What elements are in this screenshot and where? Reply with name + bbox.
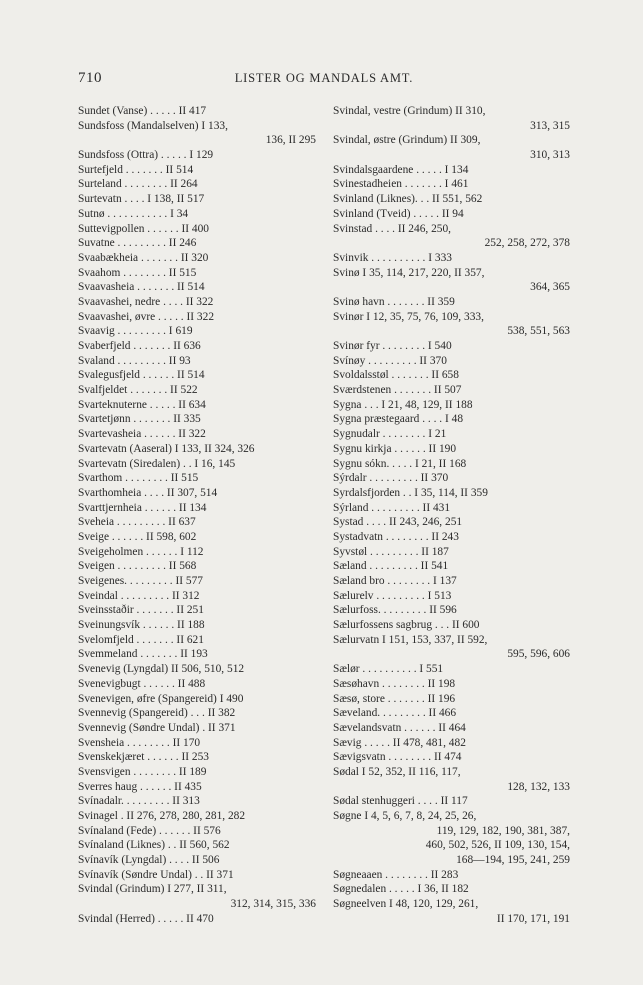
index-entry [78, 412, 316, 427]
index-entry [333, 662, 570, 677]
index-entry [78, 339, 316, 354]
entry-text: Svindalsgaardene . . . . . I 134 [333, 163, 469, 176]
entry-text: Svaberfjeld . . . . . . . II 636 [78, 340, 201, 352]
index-entry [78, 266, 316, 281]
index-entry [78, 324, 316, 339]
index-entry [78, 530, 316, 545]
entry-text: Svinvik . . . . . . . . . . I 333 [333, 251, 452, 264]
entry-text: Søgnedalen . . . . . I 36, II 182 [333, 883, 469, 896]
entry-text: Svinagel . II 276, 278, 280, 281, 282 [78, 810, 246, 822]
index-entry [333, 207, 570, 222]
entry-text: Svínøy . . . . . . . . . II 370 [333, 354, 447, 367]
entry-continuation: II 170, 171, 191 [496, 912, 570, 925]
index-entry [333, 192, 570, 207]
index-column-left [78, 104, 316, 927]
index-entry [333, 310, 570, 339]
entry-text: Svarteknuterne . . . . . II 634 [78, 398, 206, 411]
index-entry [78, 868, 316, 883]
index-entry [333, 163, 570, 178]
running-title: LISTER OG MANDALS AMT. [234, 71, 414, 85]
entry-text: Svinstad . . . . II 246, 250, [333, 222, 452, 235]
entry-text: Sælurfoss. . . . . . . . . II 596 [333, 604, 457, 617]
entry-text: Svoldalsstøl . . . . . . . II 658 [333, 369, 459, 382]
entry-continuation: 168—194, 195, 241, 259 [456, 854, 570, 867]
index-entry [78, 824, 316, 839]
index-entry [333, 809, 570, 868]
index-entry [333, 736, 570, 751]
index-entry [78, 882, 316, 911]
index-entry [78, 368, 316, 383]
index-entry [78, 163, 316, 178]
entry-text: Sveindal . . . . . . . . . II 312 [78, 589, 200, 602]
entry-text: Sundet (Vanse) . . . . . II 417 [78, 105, 207, 117]
entry-continuation: 312, 314, 315, 336 [230, 898, 316, 911]
index-entry [78, 119, 316, 148]
entry-text: Svemmeland . . . . . . . II 193 [78, 648, 208, 661]
entry-text: Svaland . . . . . . . . . II 93 [78, 354, 191, 367]
index-entry [78, 515, 316, 530]
entry-text: Sælurvatn I 151, 153, 337, II 592, [333, 633, 488, 646]
index-entry [333, 559, 570, 574]
entry-continuation: 136, II 295 [265, 134, 316, 147]
entry-text: Sæland bro . . . . . . . . I 137 [333, 575, 457, 587]
index-entry [333, 868, 570, 883]
index-entry [78, 838, 316, 853]
entry-text: Systad . . . . II 243, 246, 251 [333, 516, 463, 529]
entry-text: Svindal, østre (Grindum) II 309, [333, 134, 481, 147]
entry-text: Søgneaaen . . . . . . . . II 283 [333, 868, 459, 881]
entry-text: Svinø havn . . . . . . . II 359 [333, 295, 455, 308]
entry-text: Sælør . . . . . . . . . . I 551 [333, 663, 444, 676]
entry-text: Sundsfoss (Mandalselven) I 133, [78, 119, 228, 132]
index-entry [333, 692, 570, 707]
index-entry [333, 266, 570, 295]
entry-text: Sygnudalr . . . . . . . . I 21 [333, 428, 447, 441]
entry-text: Svínavík (Søndre Undal) . . II 371 [78, 868, 234, 881]
index-entry [333, 442, 570, 457]
index-entry [78, 545, 316, 560]
index-entry [78, 677, 316, 692]
index-entry [333, 486, 570, 501]
entry-text: Sygna . . . I 21, 48, 129, II 188 [333, 398, 473, 411]
index-entry [78, 280, 316, 295]
index-entry [333, 222, 570, 251]
entry-continuation: 364, 365 [530, 281, 570, 294]
index-entry [78, 427, 316, 442]
entry-text: Sævelandsvatn . . . . . . II 464 [333, 721, 466, 734]
index-entry [78, 177, 316, 192]
entry-text: Sveigeholmen . . . . . . I 112 [78, 545, 204, 558]
entry-text: Svenevig (Lyngdal) II 506, 510, 512 [78, 663, 245, 676]
entry-text: Svennevig (Spangereid) . . . II 382 [78, 707, 236, 720]
entry-text: Suvatne . . . . . . . . . II 246 [78, 237, 197, 250]
entry-text: Sverres haug . . . . . . II 435 [78, 780, 202, 793]
entry-text: Svensvigen . . . . . . . . II 189 [78, 765, 207, 778]
index-entry [78, 765, 316, 780]
index-entry [333, 471, 570, 486]
entry-text: Svartevasheia . . . . . . II 322 [78, 428, 206, 441]
entry-text: Svennevig (Søndre Undal) . II 371 [78, 721, 236, 734]
entry-text: Sælurelv . . . . . . . . . I 513 [333, 589, 452, 602]
entry-text: Surteland . . . . . . . . II 264 [78, 178, 198, 191]
entry-text: Svínaland (Liknes) . . II 560, 562 [78, 839, 230, 852]
entry-text: Sødal I 52, 352, II 116, 117, [333, 765, 461, 778]
index-entry [78, 471, 316, 486]
entry-text: Sveheia . . . . . . . . . II 637 [78, 516, 196, 529]
entry-text: Sygnu sókn. . . . . I 21, II 168 [333, 457, 467, 470]
index-entry [78, 662, 316, 677]
entry-text: Sævig . . . . . II 478, 481, 482 [333, 736, 466, 749]
entry-text: Svaavashei, øvre . . . . . II 322 [78, 310, 215, 323]
index-entry [78, 603, 316, 618]
index-entry [333, 706, 570, 721]
entry-text: Svartevatn (Aaseral) I 133, II 324, 326 [78, 442, 255, 455]
entry-text: Sværdstenen . . . . . . . II 507 [333, 384, 462, 397]
entry-text: Sæsøhavn . . . . . . . . II 198 [333, 677, 456, 690]
entry-text: Sælurfossens sagbrug . . . II 600 [333, 619, 480, 632]
index-entry [333, 530, 570, 545]
index-entry [333, 104, 570, 133]
entry-continuation: 595, 596, 606 [507, 648, 570, 661]
entry-text: Sveige . . . . . . II 598, 602 [78, 530, 197, 543]
index-entry [333, 882, 570, 897]
entry-text: Svartetjønn . . . . . . . II 335 [78, 413, 201, 426]
entry-text: Svarthomheia . . . . II 307, 514 [78, 486, 218, 499]
index-entry [333, 677, 570, 692]
index-entry [78, 692, 316, 707]
index-entry [78, 780, 316, 795]
entry-text: Svaabækheia . . . . . . . II 320 [78, 251, 209, 264]
entry-text: Svenskekjæret . . . . . . II 253 [78, 751, 209, 764]
entry-continuation: 460, 502, 526, II 109, 130, 154, [425, 839, 570, 852]
entry-text: Sygna præstegaard . . . . I 48 [333, 413, 464, 426]
index-entry [78, 721, 316, 736]
entry-text: Svindal (Grindum) I 277, II 311, [78, 883, 227, 896]
index-entry [333, 603, 570, 618]
index-entry [78, 207, 316, 222]
page-number: 710 [78, 70, 102, 86]
entry-text: Svaavig . . . . . . . . . I 619 [78, 325, 193, 338]
entry-text: Svarttjernheia . . . . . . II 134 [78, 501, 207, 514]
index-entry [333, 427, 570, 442]
index-entry [78, 853, 316, 868]
index-column-right [333, 104, 570, 927]
index-entry [333, 897, 570, 926]
entry-text: Svinør fyr . . . . . . . . I 540 [333, 340, 452, 352]
index-entry [78, 912, 316, 927]
index-entry [333, 295, 570, 310]
entry-text: Svaavashei, nedre . . . . II 322 [78, 295, 214, 308]
index-entry [333, 251, 570, 266]
entry-text: Sygnu kirkja . . . . . . II 190 [333, 442, 457, 455]
index-entry [333, 177, 570, 192]
index-entry [333, 750, 570, 765]
entry-text: Svelomfjeld . . . . . . . II 621 [78, 633, 204, 646]
entry-continuation: 313, 315 [530, 119, 570, 132]
entry-continuation: 310, 313 [530, 149, 570, 162]
index-entry [78, 486, 316, 501]
entry-text: Svalegusfjeld . . . . . . II 514 [78, 369, 205, 382]
entry-text: Surtevatn . . . . I 138, II 517 [78, 193, 205, 206]
index-entry [333, 398, 570, 413]
index-entry [78, 354, 316, 369]
entry-text: Sveigenes. . . . . . . . . II 577 [78, 575, 203, 587]
index-entry [78, 706, 316, 721]
entry-text: Suttevigpollen . . . . . . II 400 [78, 222, 209, 235]
index-entry [333, 412, 570, 427]
index-entry [78, 236, 316, 251]
index-entry [78, 589, 316, 604]
index-entry [333, 368, 570, 383]
index-entry [78, 559, 316, 574]
index-entry [333, 383, 570, 398]
entry-text: Svarthom . . . . . . . . II 515 [78, 472, 199, 485]
index-entry [333, 618, 570, 633]
entry-text: Svínaland (Fede) . . . . . . II 576 [78, 824, 221, 837]
entry-text: Sæland . . . . . . . . . II 541 [333, 560, 449, 573]
index-entry [333, 545, 570, 560]
index-entry [333, 794, 570, 809]
entry-text: Sundsfoss (Ottra) . . . . . I 129 [78, 149, 214, 162]
index-entry [78, 251, 316, 266]
entry-text: Sveinsstaðir . . . . . . . II 251 [78, 604, 204, 617]
entry-text: Svindal (Herred) . . . . . II 470 [78, 912, 214, 925]
entry-text: Svensheia . . . . . . . . II 170 [78, 736, 201, 749]
entry-text: Sýrland . . . . . . . . . II 431 [333, 501, 451, 514]
index-entry [333, 339, 570, 354]
entry-text: Syrdalsfjorden . . I 35, 114, II 359 [333, 486, 488, 499]
index-entry [333, 501, 570, 516]
entry-text: Svinestadheien . . . . . . . I 461 [333, 178, 469, 191]
entry-text: Søgne I 4, 5, 6, 7, 8, 24, 25, 26, [333, 810, 477, 822]
entry-text: Svinør I 12, 35, 75, 76, 109, 333, [333, 310, 484, 323]
entry-text: Sýrdalr . . . . . . . . . II 370 [333, 472, 449, 485]
index-entry [78, 192, 316, 207]
index-entry [78, 750, 316, 765]
index-entry [78, 295, 316, 310]
index-entry [333, 574, 570, 589]
index-entry [333, 589, 570, 604]
entry-text: Syvstøl . . . . . . . . . II 187 [333, 545, 449, 558]
entry-text: Søgneelven I 48, 120, 129, 261, [333, 898, 479, 911]
entry-text: Svartevatn (Siredalen) . . I 16, 145 [78, 457, 236, 470]
entry-text: Svindal, vestre (Grindum) II 310, [333, 105, 486, 117]
index-entry [333, 765, 570, 794]
index-entry [78, 501, 316, 516]
index-entry [78, 310, 316, 325]
entry-text: Sveinungsvík . . . . . . II 188 [78, 619, 205, 632]
entry-continuation: 252, 258, 272, 378 [484, 237, 570, 250]
index-entry [78, 398, 316, 413]
entry-text: Svalfjeldet . . . . . . . II 522 [78, 384, 198, 397]
entry-continuation: 119, 129, 182, 190, 381, 387, [436, 824, 570, 837]
index-entry [78, 618, 316, 633]
entry-text: Svinland (Liknes). . . II 551, 562 [333, 193, 483, 206]
entry-text: Svínavík (Lyngdal) . . . . II 506 [78, 854, 220, 867]
index-entry [78, 457, 316, 472]
index-entry [78, 809, 316, 824]
index-entry [78, 574, 316, 589]
entry-text: Svinø I 35, 114, 217, 220, II 357, [333, 266, 485, 279]
index-entry [78, 794, 316, 809]
entry-text: Svinland (Tveid) . . . . . II 94 [333, 207, 464, 220]
entry-continuation: 538, 551, 563 [507, 325, 570, 338]
entry-text: Svínadalr. . . . . . . . . II 313 [78, 795, 200, 808]
index-entry [333, 515, 570, 530]
index-entry [78, 736, 316, 751]
index-entry [333, 721, 570, 736]
entry-text: Svaavasheia . . . . . . . II 514 [78, 281, 205, 294]
index-entry [78, 104, 316, 119]
index-entry [333, 457, 570, 472]
entry-text: Sveigen . . . . . . . . . II 568 [78, 560, 197, 573]
index-entry [333, 354, 570, 369]
entry-text: Surtefjeld . . . . . . . II 514 [78, 163, 194, 176]
index-entry [78, 222, 316, 237]
index-entry [78, 647, 316, 662]
entry-text: Sæsø, store . . . . . . . II 196 [333, 692, 456, 705]
index-entry [78, 148, 316, 163]
entry-text: Svenevigen, øfre (Spangereid) I 490 [78, 692, 244, 705]
entry-text: Sutnø . . . . . . . . . . . I 34 [78, 207, 189, 220]
index-entry [78, 633, 316, 648]
index-entry [333, 133, 570, 162]
entry-continuation: 128, 132, 133 [507, 780, 570, 793]
entry-text: Systadvatn . . . . . . . . II 243 [333, 530, 459, 543]
entry-text: Sæveland. . . . . . . . . II 466 [333, 707, 457, 720]
index-entry [333, 633, 570, 662]
index-entry [78, 442, 316, 457]
entry-text: Sødal stenhuggeri . . . . II 117 [333, 795, 468, 808]
entry-text: Sævigsvatn . . . . . . . . II 474 [333, 751, 462, 764]
entry-text: Svenevigbugt . . . . . . II 488 [78, 677, 206, 690]
index-entry [78, 383, 316, 398]
entry-text: Svaahom . . . . . . . . II 515 [78, 266, 197, 279]
